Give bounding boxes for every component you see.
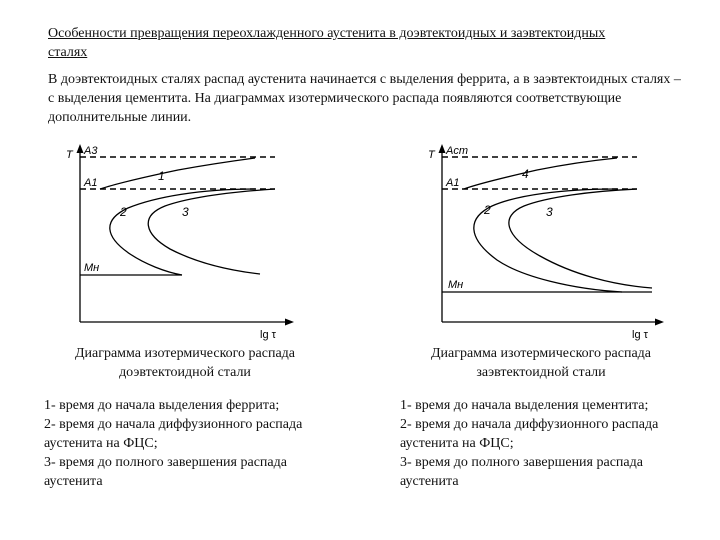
left-ms-label: Mн <box>84 262 100 274</box>
right-legend-item-2: 2- время до начала диффузионного распада <box>400 417 659 432</box>
left-legend-item-4: 3- время до полного завершения распада <box>44 455 287 470</box>
left-curve-2-label: 2 <box>120 205 127 219</box>
right-curve-4 <box>464 158 617 189</box>
page-title: Особенности превращения переохлажденного аустенита в доэвтектоидных и заэвтектоидных сталях <box>48 26 606 60</box>
right-curve-3-label: 3 <box>546 205 553 219</box>
right-curve-4-label: 4 <box>522 167 529 181</box>
left-caption-line2: доэвтектоидной стали <box>119 365 251 380</box>
right-ms-label: Mн <box>448 279 464 291</box>
right-legend-item-3: аустенита на ФЦС; <box>400 436 514 451</box>
left-x-axis-label: lg τ <box>260 329 276 341</box>
right-diagram <box>422 142 672 342</box>
left-caption-line1: Диаграмма изотермического распада <box>74 346 296 361</box>
intro-paragraph: В доэвтектоидных сталях распад аустенита начинается с выделения феррита, а в заэвтектоидных сталях – с выделения цементита. На диаграммах изотермического распада появляются соответствующие дополнительные линии. <box>48 72 681 125</box>
right-a1-label: A1 <box>446 177 460 189</box>
left-curve-3-label: 3 <box>182 205 189 219</box>
left-caption <box>40 344 330 382</box>
left-legend-item-1: 1- время до начала выделения феррита; <box>44 398 280 413</box>
left-a3-label: A3 <box>84 145 98 157</box>
right-x-axis-label: lg τ <box>632 329 648 341</box>
left-curve-1-label: 1 <box>158 169 165 183</box>
left-curve-1 <box>100 158 255 189</box>
left-a1-label: A1 <box>84 177 98 189</box>
right-legend <box>400 396 710 491</box>
right-acm-label: Acm <box>446 145 468 157</box>
right-curve-3 <box>509 189 652 288</box>
right-legend-item-4: 3- время до полного завершения распада <box>400 455 643 470</box>
left-diagram <box>60 142 300 342</box>
left-legend <box>44 396 364 491</box>
left-legend-item-3: аустенита на ФЦС; <box>44 436 158 451</box>
left-curve-3 <box>148 189 275 274</box>
left-legend-item-5: аустенита <box>44 474 103 489</box>
right-curve-2-label: 2 <box>484 203 491 217</box>
right-caption-line2: заэвтектоидной стали <box>476 365 606 380</box>
right-caption-line1: Диаграмма изотермического распада <box>430 346 652 361</box>
right-y-arrow <box>439 144 446 153</box>
left-legend-item-2: 2- время до начала диффузионного распада <box>44 417 303 432</box>
left-curve-2 <box>110 189 255 275</box>
right-legend-item-1: 1- время до начала выделения цементита; <box>400 398 649 413</box>
right-legend-item-5: аустенита <box>400 474 459 489</box>
right-caption <box>396 344 686 382</box>
right-y-axis-label: T <box>428 149 435 161</box>
left-x-arrow <box>285 319 294 326</box>
right-x-arrow <box>655 319 664 326</box>
left-y-axis-label: T <box>66 149 73 161</box>
left-y-arrow <box>77 144 84 153</box>
